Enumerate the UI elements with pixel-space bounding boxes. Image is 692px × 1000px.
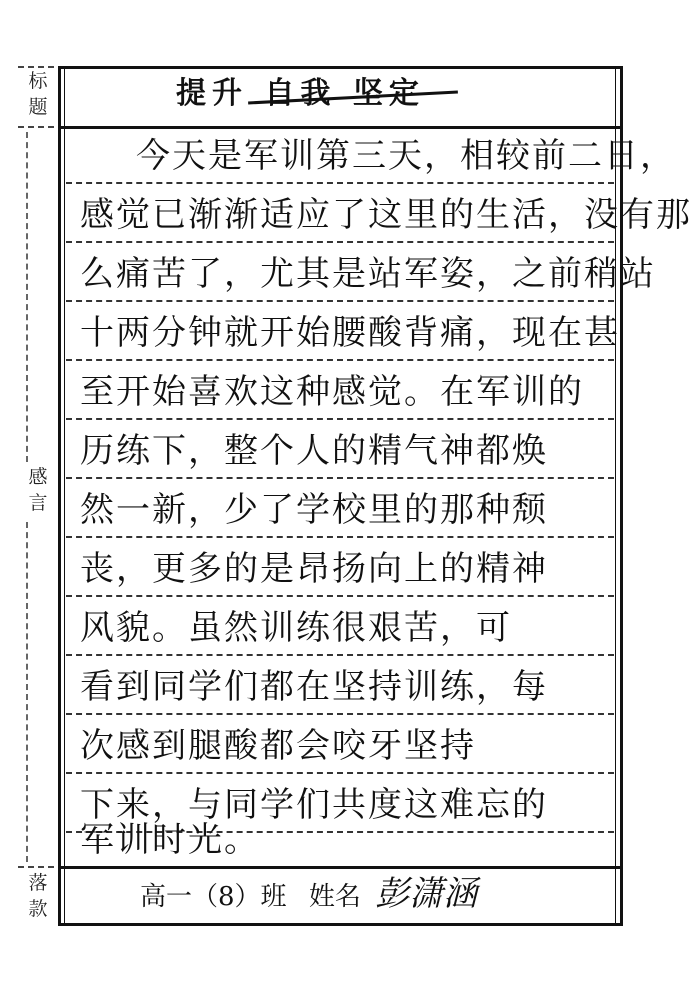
ruled-line <box>66 595 614 597</box>
body-line-3: 么痛苦了，尤其是站军姿，之前稍站 <box>80 254 656 294</box>
title-separator <box>58 126 623 129</box>
class-label: 高一（8）班 <box>140 882 287 912</box>
body-line-6: 历练下，整个人的精气神都焕 <box>80 431 548 471</box>
side-rule-title-bottom <box>18 126 54 128</box>
signature-side-char-2: 款 <box>28 898 48 920</box>
handwritten-signature: 彭潇涵 <box>375 874 478 914</box>
ruled-line <box>66 536 614 538</box>
title-side-label <box>22 68 54 120</box>
ruled-line <box>66 418 614 420</box>
body-line-4: 十两分钟就开始腰酸背痛，现在甚 <box>80 313 620 353</box>
name-label: 姓名 <box>308 882 361 912</box>
ruled-line <box>66 182 614 184</box>
signature-side-label <box>22 870 54 922</box>
feeling-side-label <box>22 464 54 516</box>
feeling-side-char-1: 感 <box>28 466 48 488</box>
ruled-line <box>66 772 614 774</box>
title-side-char-1: 标 <box>28 70 48 92</box>
feeling-side-char-2: 言 <box>28 492 48 514</box>
ruled-line <box>66 359 614 361</box>
ruled-line <box>66 300 614 302</box>
side-guide-upper <box>26 132 28 462</box>
body-line-7: 然一新，少了学校里的那种颓 <box>80 490 548 530</box>
body-line-9: 风貌。虽然训练很艰苦，可 <box>80 608 512 648</box>
signature-side-char-1: 落 <box>28 872 48 894</box>
body-line-13: 军训时光。 <box>80 820 260 860</box>
footer-separator <box>58 866 623 869</box>
body-line-11: 次感到腿酸都会咬牙坚持 <box>80 726 476 766</box>
body-line-8: 丧，更多的是昂扬向上的精神 <box>80 549 548 589</box>
footer-signature-row <box>140 870 477 918</box>
ruled-line <box>66 654 614 656</box>
body-line-5: 至开始喜欢这种感觉。在军训的 <box>80 372 584 412</box>
body-line-2: 感觉已渐渐适应了这里的生活，没有那 <box>80 195 692 235</box>
ruled-line <box>66 477 614 479</box>
ruled-line <box>66 241 614 243</box>
ruled-line <box>66 713 614 715</box>
frame-inner-left-line <box>64 68 65 924</box>
handwritten-title: 提升 自我 坚定 <box>176 76 425 111</box>
body-line-10: 看到同学们都在坚持训练，每 <box>80 667 548 707</box>
side-guide-lower <box>26 522 28 862</box>
title-side-char-2: 题 <box>28 96 48 118</box>
body-line-12: 下来，与同学们共度这难忘的 <box>80 785 548 825</box>
side-rule-footer-top <box>18 866 54 868</box>
body-line-1: 今天是军训第三天，相较前二日， <box>136 136 676 176</box>
